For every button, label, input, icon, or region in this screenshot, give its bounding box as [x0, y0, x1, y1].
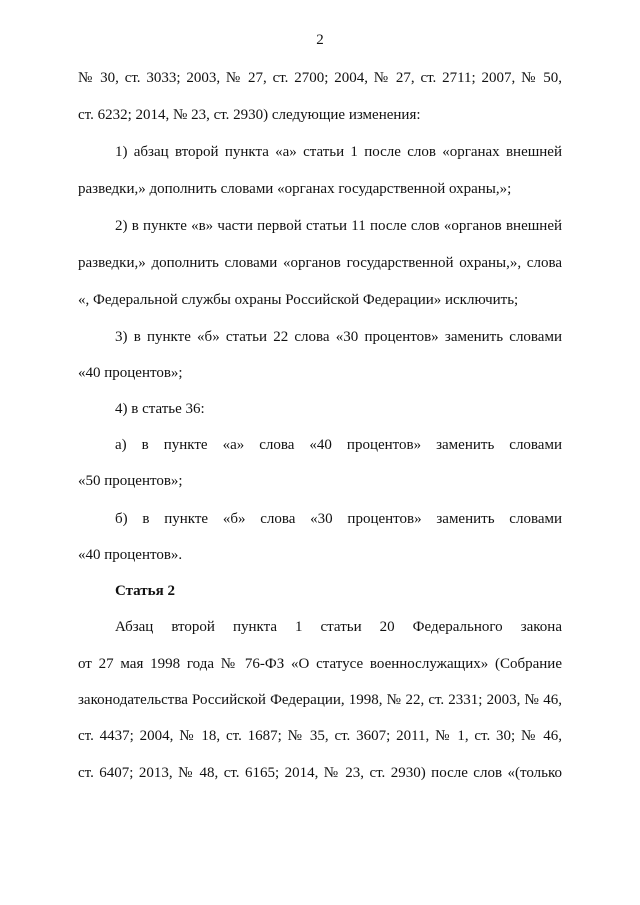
- text-line: 2) в пункте «в» части первой статьи 11 после слов «органов внешней: [115, 218, 562, 234]
- page-number: 2: [316, 32, 324, 48]
- text-line: б) в пункте «б» слова «30 процентов» заменить словами: [115, 511, 562, 527]
- text-line: а) в пункте «а» слова «40 процентов» заменить словами: [115, 437, 562, 453]
- article-heading: Статья 2: [115, 583, 175, 599]
- text-line: № 30, ст. 3033; 2003, № 27, ст. 2700; 2004, № 27, ст. 2711; 2007, № 50,: [78, 70, 562, 86]
- text-line: ст. 6232; 2014, № 23, ст. 2930) следующие изменения:: [78, 107, 421, 123]
- text-line: «40 процентов».: [78, 547, 183, 563]
- text-line: «, Федеральной службы охраны Российской Федерации» исключить;: [78, 292, 519, 308]
- text-line: «50 процентов»;: [78, 473, 183, 489]
- text-line: разведки,» дополнить словами «органов государственной охраны,», слова: [78, 255, 562, 271]
- text-line: ст. 6407; 2013, № 48, ст. 6165; 2014, № 23, ст. 2930) после слов «(только: [78, 765, 562, 781]
- text-line: Абзац второй пункта 1 статьи 20 Федерального закона: [115, 619, 562, 635]
- text-line: законодательства Российской Федерации, 1998, № 22, ст. 2331; 2003, № 46,: [78, 692, 562, 708]
- text-line: разведки,» дополнить словами «органах государственной охраны,»;: [78, 181, 512, 197]
- text-line: 1) абзац второй пункта «а» статьи 1 после слов «органах внешней: [115, 144, 562, 160]
- text-line: ст. 4437; 2004, № 18, ст. 1687; № 35, ст. 3607; 2011, № 1, ст. 30; № 46,: [78, 728, 562, 744]
- text-line: 3) в пункте «б» статьи 22 слова «30 процентов» заменить словами: [115, 329, 562, 345]
- text-line: от 27 мая 1998 года № 76-ФЗ «О статусе военнослужащих» (Собрание: [78, 656, 562, 672]
- text-line: 4) в статье 36:: [115, 401, 205, 417]
- text-line: «40 процентов»;: [78, 365, 183, 381]
